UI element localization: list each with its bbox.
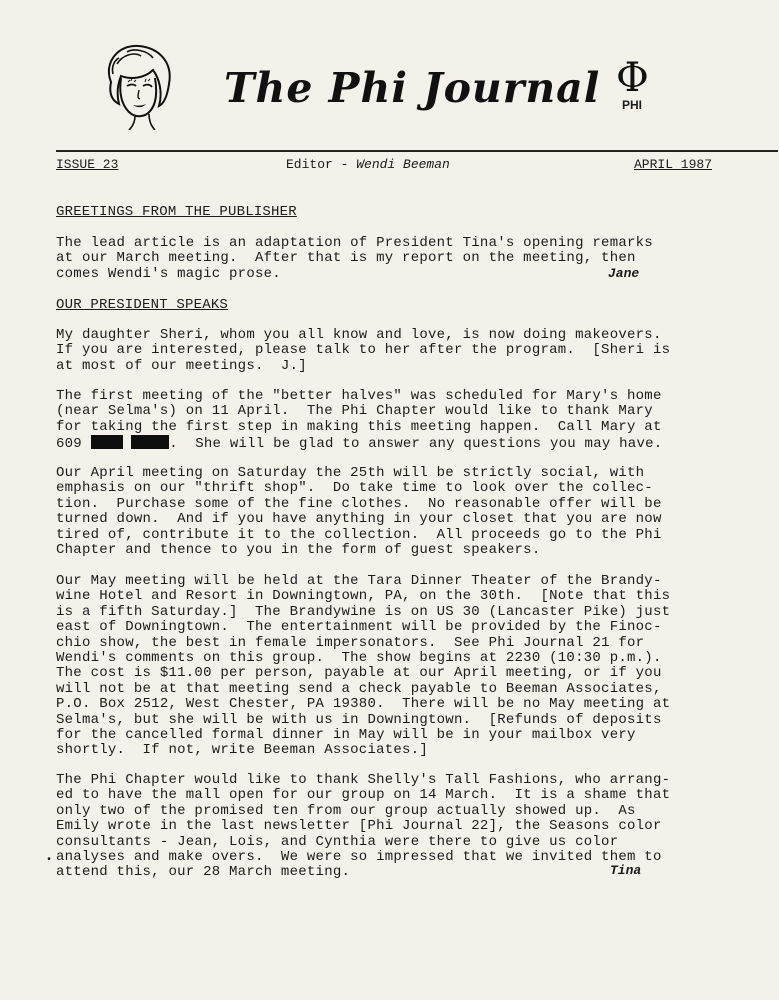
issue-bar bbox=[56, 156, 712, 174]
president-paragraph-5: The Phi Chapter would like to thank Shelly's Tall Fashions, who arrang- ed to have the mall open for our group on 14 March. It is a shame that only two of the promised ten from our group actually showed up. As Emily wrote in the last newsletter [Phi Journal 22], the Seasons color consultants - Jean, Lois, and Cynthia were there to give us color analyses and make overs. We were so impressed that we invited them to attend this, our 28 March meeting. bbox=[56, 772, 671, 881]
redacted-block bbox=[131, 435, 169, 449]
president-paragraph-4: Our May meeting will be held at the Tara Dinner Theater of the Brandy- wine Hotel and Resort in Downingtown, PA, on the 30th. [Note that this is a fifth Saturday.] The Brandywine is on US 30 (Lancaster Pike) just east of Downingtown. The entertainment will be provided by the Finoc- chio show, the best in female impersonators. See Phi Journal 21 for Wendi's comments on this group. The show begins at 2230 (10:30 p.m.). The cost is $11.00 per person, payable at our April meeting, or if you will not be at that meeting send a check payable to Beeman Associates, P.O. Box 2512, West Chester, PA 19380. There will be no May meeting at Selma's, but she will be with us in Downingtown. [Refunds of deposits for the cancelled formal dinner in May will be in your mailbox very shortly. If not, write Beeman Associates.] bbox=[56, 573, 671, 759]
publisher-heading: GREETINGS FROM THE PUBLISHER bbox=[56, 204, 297, 220]
paragraph-2-text: The first meeting of the "better halves" was scheduled for Mary's home (near Selma's) on 11 April. The Phi Chapter would like to thank Mary for taking the first step in making this meeting happen. Call Mary at bbox=[56, 388, 662, 435]
redacted-block bbox=[91, 435, 123, 449]
editor-name: Wendi Beeman bbox=[356, 157, 450, 172]
president-heading: OUR PRESIDENT SPEAKS bbox=[56, 297, 229, 313]
phi-label: PHI bbox=[622, 98, 643, 112]
publisher-signature: Jane bbox=[608, 266, 640, 281]
stray-dot: • bbox=[46, 855, 53, 866]
editor-label: Editor - bbox=[286, 157, 357, 172]
publisher-paragraph: The lead article is an adaptation of President Tina's opening remarks at our March meeting. After that is my report on the meeting, then comes Wendi's magic prose. bbox=[56, 235, 653, 282]
masthead-rule bbox=[56, 150, 778, 152]
president-paragraph-3: Our April meeting on Saturday the 25th will be strictly social, with emphasis on our "thrift shop". Do take time to look over the collec- tion. Purchase some of the fine clothes. No reasonable offer will be turned down. And if you have anything in your closet that you are now tired of, contribute it to the collection. All proceeds go to the Phi Chapter and thence to you in the form of guest speakers. bbox=[56, 465, 662, 559]
woman-face-logo-icon bbox=[97, 42, 177, 130]
masthead-title: The Phi Journal bbox=[224, 64, 601, 112]
paragraph-2-tail: . She will be glad to answer any questions you may have. bbox=[169, 436, 663, 453]
president-paragraph-2 bbox=[56, 389, 716, 453]
phi-symbol-icon: Φ bbox=[616, 55, 649, 101]
editor-credit bbox=[286, 156, 450, 174]
president-signature: Tina bbox=[610, 863, 642, 878]
issue-number: ISSUE 23 bbox=[56, 157, 119, 172]
phone-area-code: 609 bbox=[56, 436, 82, 453]
issue-date: APRIL 1987 bbox=[633, 157, 712, 172]
president-paragraph-1: My daughter Sheri, whom you all know and love, is now doing makeovers. If you are interested, please talk to her after the program. [Sheri is at most of our meetings. J.] bbox=[56, 327, 671, 374]
